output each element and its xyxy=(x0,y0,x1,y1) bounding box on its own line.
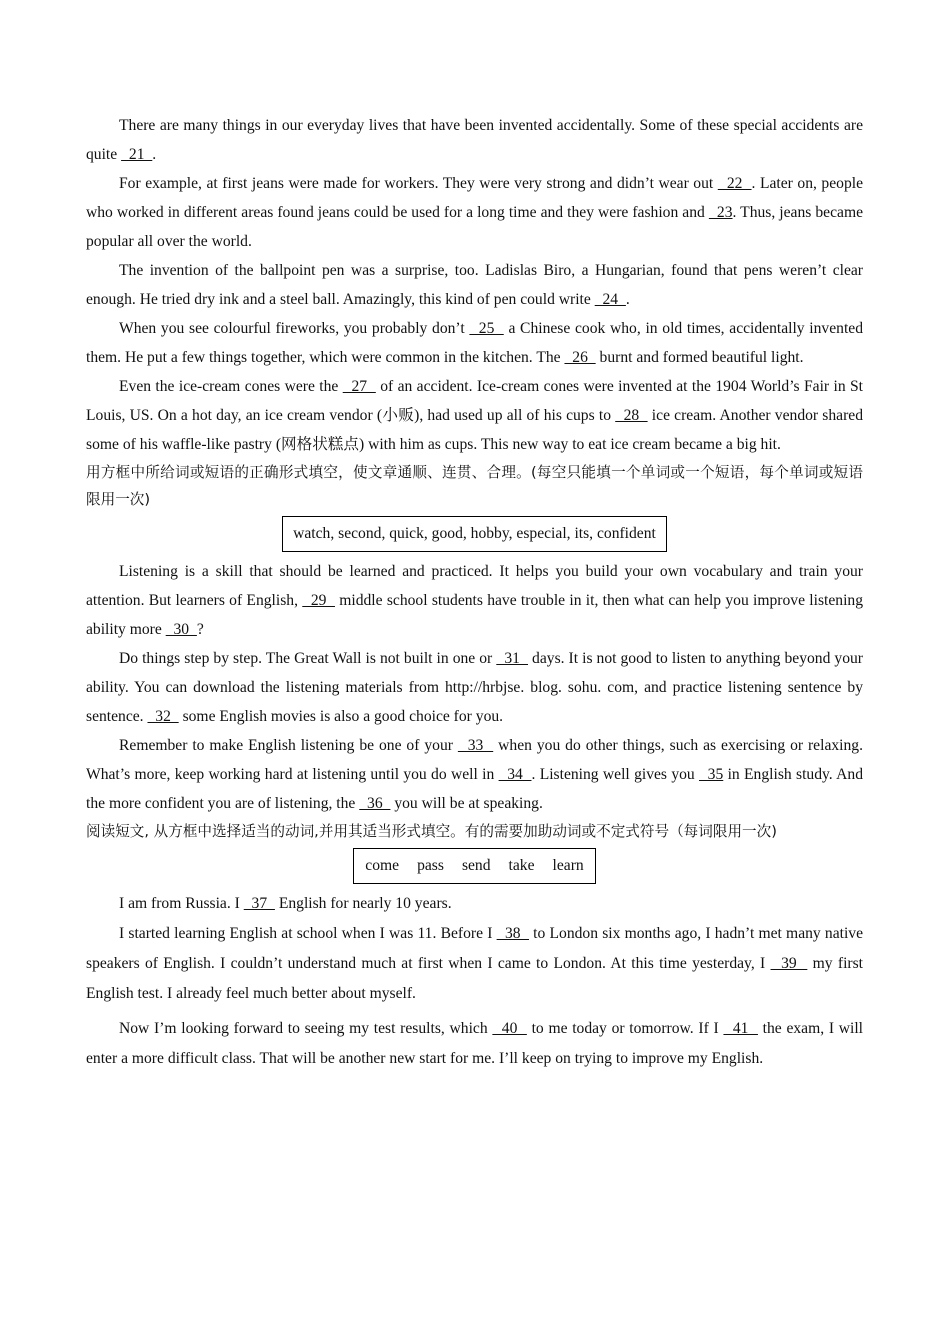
blank-39[interactable]: 39 xyxy=(770,955,808,972)
word-option: send xyxy=(461,857,491,874)
blank-32[interactable]: 32 xyxy=(147,708,179,725)
blank-40[interactable]: 40 xyxy=(492,1020,527,1037)
instruction-text: 用方框中所给词或短语的正确形式填空，使文章通顺、连贯、合理。(每空只能填一个单词或一个短语，每个单词或短语限用一次) xyxy=(86,464,863,508)
passage-listening xyxy=(86,557,863,818)
blank-29[interactable]: 29 xyxy=(302,592,335,609)
paragraph: Do things step by step. The Great Wall is not built in one or 31 days. It is not good to listen to anything beyond your ability. You can download the listening materials from http://hrbjse. blog. sohu. com, and practice listening sentence by sentence. 32 some English movies is also a good choice for you. xyxy=(86,650,863,725)
paragraph: Listening is a skill that should be learned and practiced. It helps you build your own vocabulary and train your attention. But learners of English, 29 middle school students have trouble in it, then what can help you improve listening ability more 30 ? xyxy=(86,563,863,638)
word-option: take xyxy=(508,857,535,874)
blank-26[interactable]: 26 xyxy=(564,349,596,366)
word-box xyxy=(353,848,595,884)
word-option: come xyxy=(365,857,400,874)
worksheet-page xyxy=(86,111,863,1074)
word-box: watch, second, quick, good, hobby, especial, its, confident xyxy=(282,516,667,552)
blank-35[interactable]: 35 xyxy=(699,766,724,783)
blank-24[interactable]: 24 xyxy=(594,291,626,308)
blank-31[interactable]: 31 xyxy=(496,650,529,667)
blank-21[interactable]: 21 xyxy=(121,146,153,163)
word-box-row xyxy=(86,516,863,552)
instruction-text: 阅读短文, 从方框中选择适当的动词,并用其适当形式填空。有的需要加助动词或不定式符号（每词限用一次) xyxy=(86,823,777,840)
paragraph: Remember to make English listening be one of your 33 when you do other things, such as exercising or relaxing. What’s more, keep working hard at listening until you do well in 34 . Listening well gives you 35 in English study. And the more confident you are of listening, the 36 you will be at speaking. xyxy=(86,737,863,812)
blank-30[interactable]: 30 xyxy=(165,621,197,638)
word-option: learn xyxy=(552,857,584,874)
passage-russia xyxy=(86,889,863,1074)
paragraph: Now I’m looking forward to seeing my test results, which 40 to me today or tomorrow. If I 41 the exam, I will enter a more difficult class. That will be another new start for me. I’ll keep on trying to improve my English. xyxy=(86,1020,864,1067)
paragraph: The invention of the ballpoint pen was a surprise, too. Ladislas Biro, a Hungarian, found that pens weren’t clear enough. He tried dry ink and a steel ball. Amazingly, this kind of pen could write 24 . xyxy=(86,262,863,308)
word-option: pass xyxy=(417,857,444,874)
blank-27[interactable]: 27 xyxy=(342,378,376,395)
blank-41[interactable]: 41 xyxy=(723,1020,758,1037)
blank-28[interactable]: 28 xyxy=(615,407,648,424)
paragraph: For example, at first jeans were made for workers. They were very strong and didn’t wear out 22 . Later on, people who worked in different areas found jeans could be used for a long time and they were fashion and 23. Thus, jeans became popular all over the world. xyxy=(86,175,863,250)
blank-23[interactable]: 23 xyxy=(708,204,733,221)
passage-inventions xyxy=(86,111,863,459)
word-box-row xyxy=(86,848,863,884)
blank-34[interactable]: 34 xyxy=(498,766,532,783)
blank-37[interactable]: 37 xyxy=(243,895,275,912)
paragraph: When you see colourful fireworks, you probably don’t 25 a Chinese cook who, in old times, accidentally invented them. He put a few things together, which were common in the kitchen. The 26 burnt and formed beautiful light. xyxy=(86,320,863,366)
paragraph: There are many things in our everyday lives that have been invented accidentally. Some of these special accidents are quite 21 . xyxy=(86,117,863,163)
blank-33[interactable]: 33 xyxy=(457,737,494,754)
paragraph: I am from Russia. I 37 English for nearly 10 years. xyxy=(119,895,452,912)
blank-38[interactable]: 38 xyxy=(496,925,529,942)
blank-25[interactable]: 25 xyxy=(469,320,504,337)
paragraph: I started learning English at school when I was 11. Before I 38 to London six months ago, I hadn’t met many native speakers of English. I couldn’t understand much at first when I came to London. At this time yesterday, I 39 my first English test. I already feel much better about myself. xyxy=(86,925,864,1002)
blank-22[interactable]: 22 xyxy=(717,175,752,192)
blank-36[interactable]: 36 xyxy=(359,795,391,812)
paragraph: Even the ice-cream cones were the 27 of an accident. Ice-cream cones were invented at the 1904 World’s Fair in St Louis, US. On a hot day, an ice cream vendor (小贩), had used up all of his cups to 28 ice cream. Another vendor shared some of his waffle-like pastry (网格状糕点) with him as cups. This new way to eat ice cream became a big hit. xyxy=(86,378,864,453)
